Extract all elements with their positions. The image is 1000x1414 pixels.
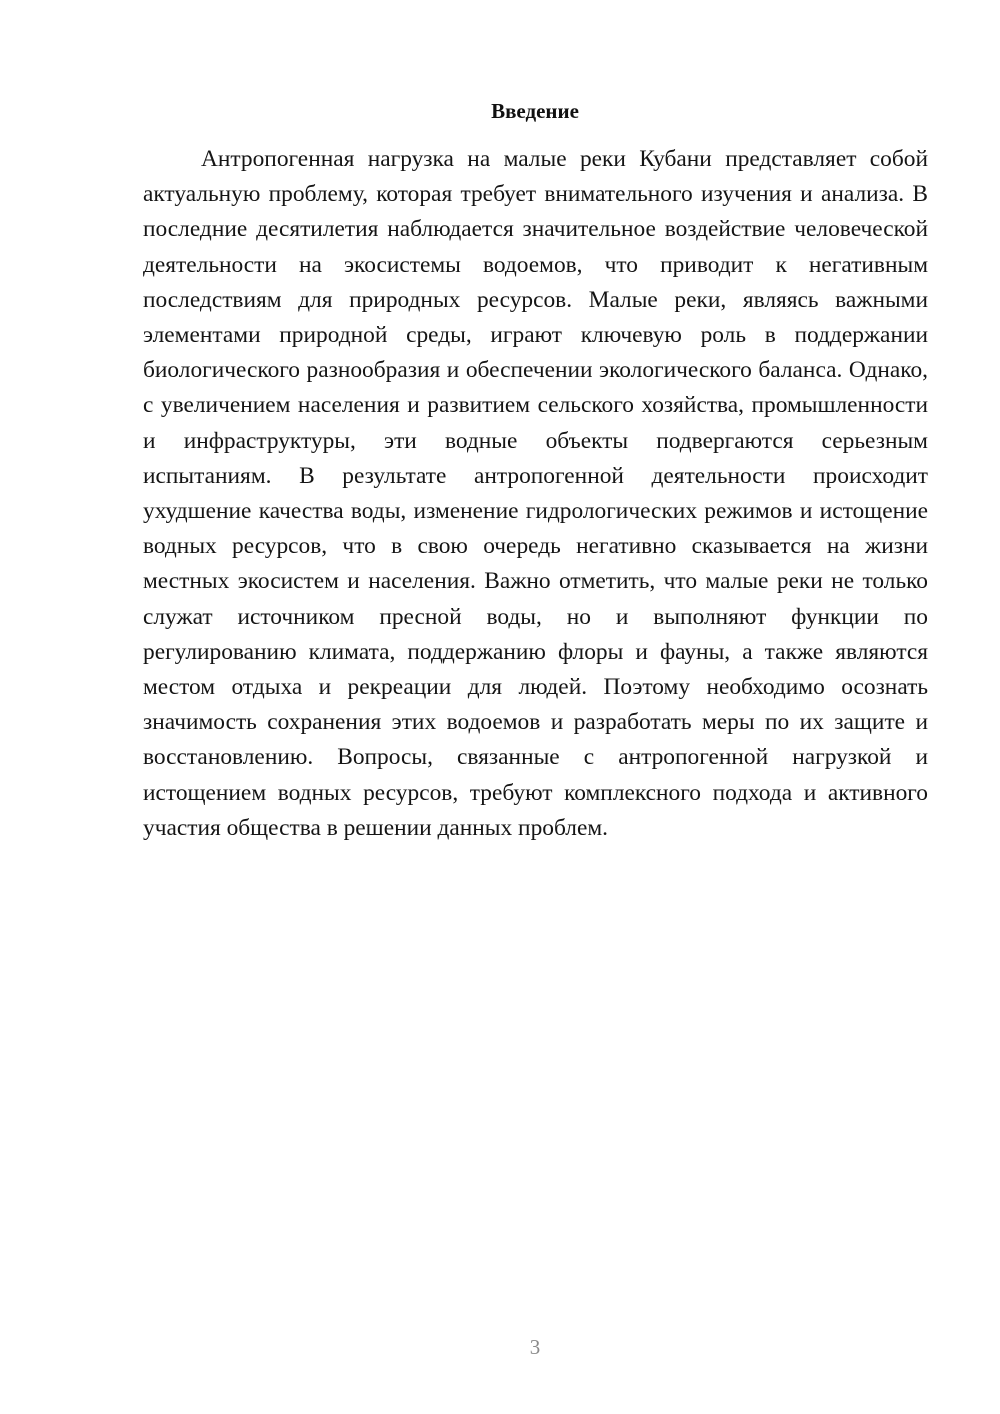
section-heading: Введение — [491, 99, 579, 123]
page-number: 3 — [529, 1335, 541, 1359]
body-paragraph: Антропогенная нагрузка на малые реки Кубани представляет собой актуальную проблему, которая требует внимательного изучения и анализа. В последние десятилетия наблюдается значительное воздействие человеческой деятельности на экосистемы водоемов, что приводит к негативным последствиям для природных ресурсов. Малые реки, являясь важными элементами природной среды, играют ключевую роль в поддержании биологического разнообразия и обеспечении экологического баланса. Однако, с увеличением населения и развитием сельского хозяйства, промышленности и инфраструктуры, эти водные объекты подвергаются серьезным испытаниям. В результате антропогенной деятельности происходит ухудшение качества воды, изменение гидрологических режимов и истощение водных ресурсов, что в свою очередь негативно сказывается на жизни местных экосистем и населения. Важно отметить, что малые реки не только служат источником пресной воды, но и выполняют функции по регулированию климата, поддержанию флоры и фауны, а также являются местом отдыха и рекреации для людей. Поэтому необходимо осознать значимость сохранения этих водоемов и разработать меры по их защите и восстановлению. Вопросы, связанные с антропогенной нагрузкой и истощением водных ресурсов, требуют комплексного подхода и активного участия общества в решении данных проблем. — [143, 146, 928, 841]
